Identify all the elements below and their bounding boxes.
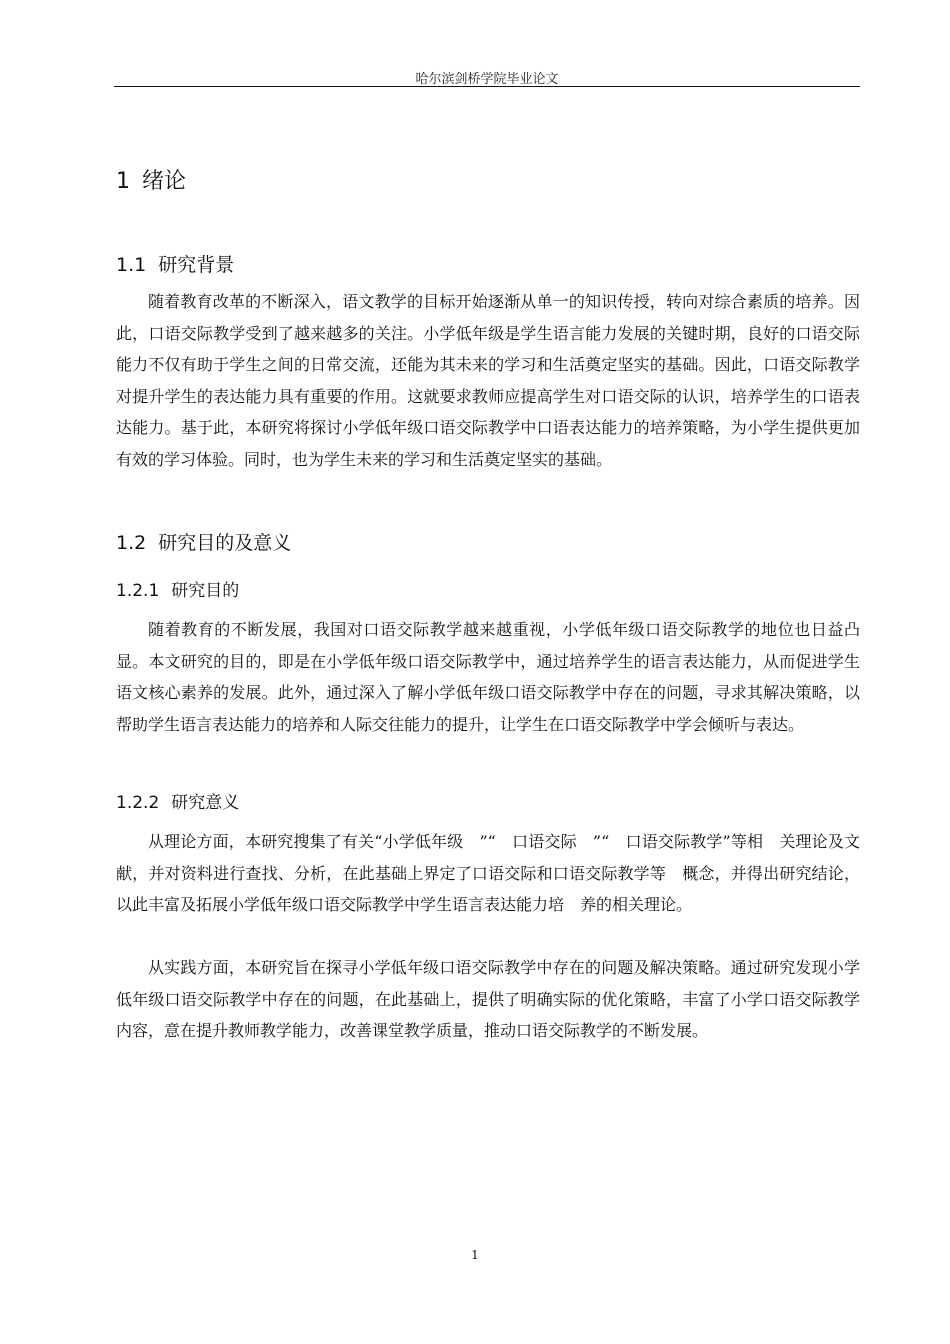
subsection-number: 1.2.2 (116, 793, 160, 813)
chapter-number: 1 (116, 169, 130, 194)
subsection-number: 1.2.1 (116, 581, 160, 601)
section-number: 1.1 (116, 254, 147, 276)
significance-theory-paragraph: 从理论方面，本研究搜集了有关“小学低年级 ”“ 口语交际 ”“ 口语交际教学”等相 关理论及文献，并对资料进行查找、分析，在此基础上界定了口语交际和口语交际教学等 概念，并得出研究结论，以此丰富及拓展小学低年级口语交际教学中学生语言表达能力培 养的相关理论。 (116, 832, 860, 915)
subsection-title: 研究意义 (171, 793, 240, 813)
page-header: 哈尔滨剑桥学院毕业论文 (415, 72, 559, 87)
section-heading-purpose-significance (116, 528, 291, 555)
section-number: 1.2 (116, 532, 147, 554)
section-title: 研究背景 (158, 254, 235, 276)
purpose-paragraph: 随着教育的不断发展，我国对口语交际教学越来越重视，小学低年级口语交际教学的地位也日益凸显。本文研究的目的，即是在小学低年级口语交际教学中，通过培养学生的语言表达能力，从而促进学生语文核心素养的发展。此外，通过深入了解小学低年级口语交际教学中存在的问题，寻求其解决策略，以帮助学生语言表达能力的培养和人际交往能力的提升，让学生在口语交际教学中学会倾听与表达。 (116, 620, 860, 734)
page-number: 1 (471, 1248, 479, 1262)
subsection-heading-purpose (116, 576, 239, 601)
subsection-title: 研究目的 (171, 581, 240, 601)
section-title: 研究目的及意义 (158, 532, 292, 554)
significance-practice-paragraph: 从实践方面，本研究旨在探寻小学低年级口语交际教学中存在的问题及解决策略。通过研究发现小学低年级口语交际教学中存在的问题，在此基础上，提供了明确实际的优化策略，丰富了小学口语交际教学内容，意在提升教师教学能力，改善课堂教学质量，推动口语交际教学的不断发展。 (116, 958, 860, 1041)
section-heading-background (116, 250, 234, 277)
background-paragraph: 随着教育改革的不断深入，语文教学的目标开始逐渐从单一的知识传授，转向对综合素质的培养。因此，口语交际教学受到了越来越多的关注。小学低年级是学生语言能力发展的关键时期，良好的口语交际能力不仅有助于学生之间的日常交流，还能为其未来的学习和生活奠定坚实的基础。因此，口语交际教学对提升学生的表达能力具有重要的作用。这就要求教师应提高学生对口语交际的认识，培养学生的口语表达能力。基于此，本研究将探讨小学低年级口语交际教学中口语表达能力的培养策略，为小学生提供更加有效的学习体验。同时，也为学生未来的学习和生活奠定坚实的基础。 (116, 292, 860, 469)
subsection-heading-significance (116, 788, 239, 813)
chapter-title: 绪论 (142, 169, 187, 194)
header-divider (114, 86, 860, 87)
chapter-heading (116, 164, 186, 195)
